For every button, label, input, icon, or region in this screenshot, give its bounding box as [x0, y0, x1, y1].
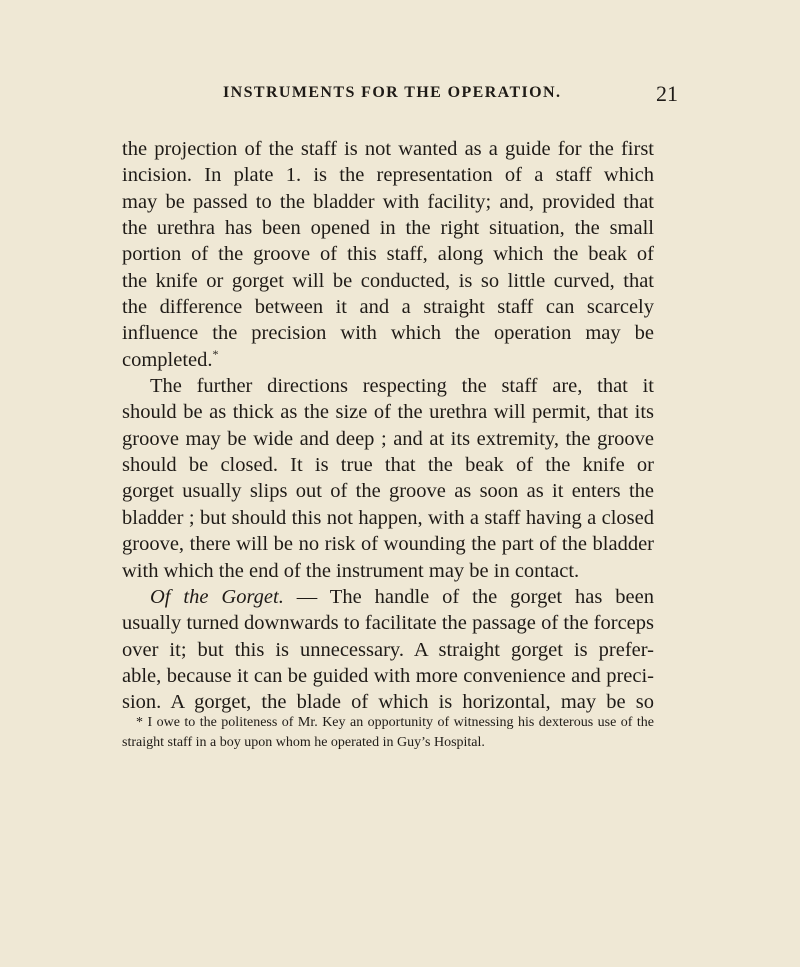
text-line: should be closed. It is true that the beak of the knife or — [122, 454, 654, 477]
text-line: bladder ; but should this not happen, with a staff having a closed — [122, 506, 654, 529]
text-line: gorget usually slips out of the groove as soon as it enters the — [122, 480, 654, 503]
text-line: The further directions respecting the staff are, that it — [150, 375, 654, 398]
text-line: the difference between it and a straight staff can scarcely — [122, 296, 654, 319]
text-line: sion. A gorget, the blade of which is horizontal, may be so — [122, 691, 654, 714]
text-line: should be as thick as the size of the urethra will permit, that its — [122, 401, 654, 424]
text-line: groove, there will be no risk of wounding the part of the bladder — [122, 533, 654, 556]
page-number: 21 — [656, 81, 678, 106]
section-heading: Of the Gorget. — [150, 585, 284, 608]
text-line — [122, 584, 654, 610]
text-line: the projection of the staff is not wanted as a guide for the first — [122, 138, 654, 160]
text-line: portion of the groove of this staff, along which the beak of — [122, 243, 654, 266]
footnote — [122, 713, 654, 753]
text-line: able, because it can be guided with more convenience and preci- — [122, 664, 654, 687]
text-line: over it; but this is unnecessary. A straight gorget is prefer- — [122, 638, 654, 661]
text-line — [122, 347, 654, 373]
running-title: INSTRUMENTS FOR THE OPERATION. — [223, 84, 562, 101]
text-line: with which the end of the instrument may be in contact. — [122, 559, 580, 582]
text-line: influence the precision with which the operation may be — [122, 322, 654, 345]
footnote-line: straight staff in a boy upon whom he operated in Guy’s Hospital. — [122, 735, 485, 750]
text-line: groove may be wide and deep ; and at its extremity, the groove — [122, 427, 654, 450]
text-line: incision. In plate 1. is the representation of a staff which — [122, 164, 654, 187]
body-text — [122, 136, 654, 716]
footnote-line: * I owe to the politeness of Mr. Key an opportunity of witnessing his dexterous use of the — [136, 715, 654, 730]
footnote-marker: * — [212, 346, 219, 361]
text-line: the urethra has been opened in the right situation, the small — [122, 217, 654, 240]
text-line: the knife or gorget will be conducted, is so little curved, that — [122, 269, 654, 292]
text-line: may be passed to the bladder with facility; and, provided that — [122, 190, 654, 213]
section-text: — The handle of the gorget has been — [296, 585, 654, 608]
text-line: usually turned downwards to facilitate the passage of the forceps — [122, 612, 654, 635]
running-head — [0, 81, 800, 108]
paragraph-end-text: completed. — [122, 348, 213, 371]
